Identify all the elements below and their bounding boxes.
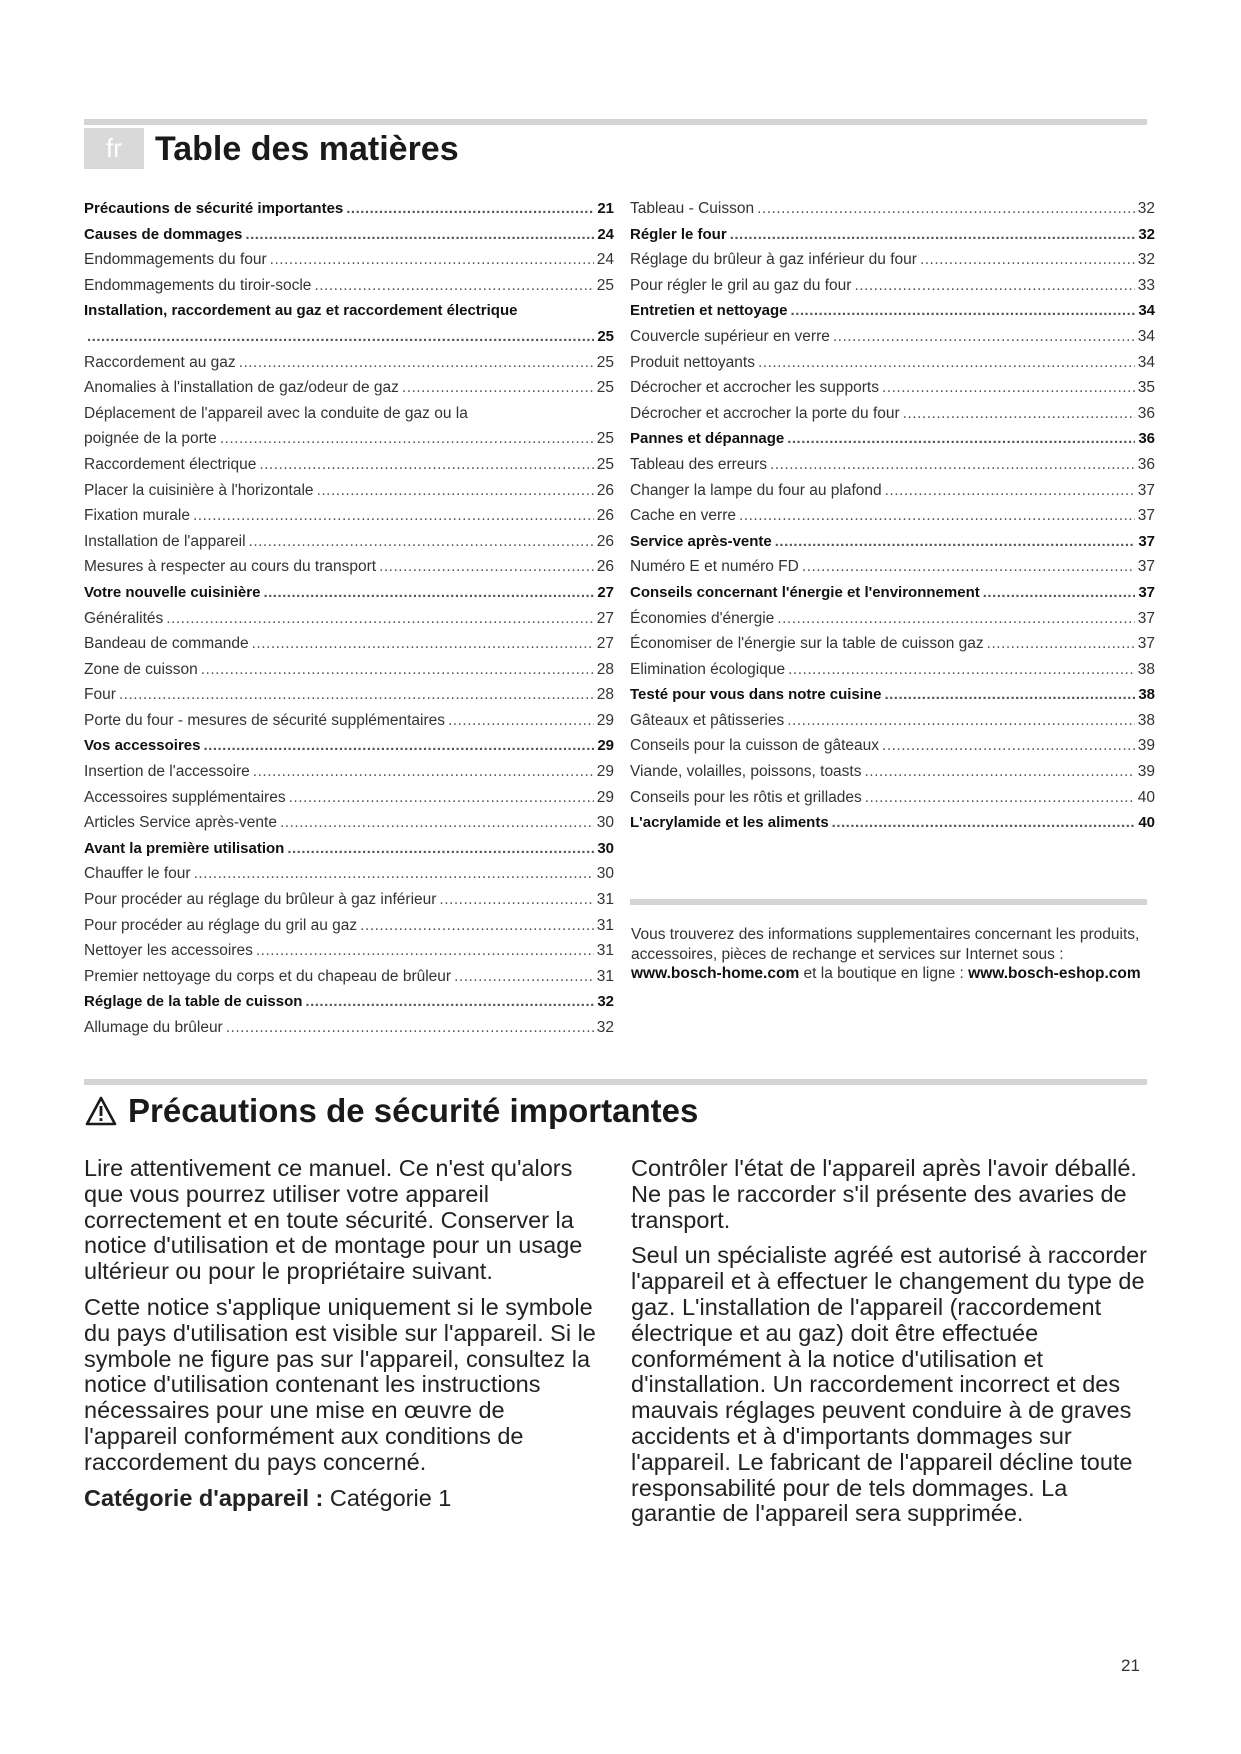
safety-right-column bbox=[631, 1156, 1151, 1537]
bosch-eshop-link[interactable]: www.bosch-eshop.com bbox=[968, 965, 1141, 982]
toc-dot-leader bbox=[777, 606, 1134, 632]
toc-entry-title: Couvercle supérieur en verre bbox=[630, 327, 830, 345]
toc-entry[interactable] bbox=[630, 298, 1155, 324]
toc-page-number: 31 bbox=[596, 942, 614, 960]
toc-dot-leader bbox=[314, 273, 593, 299]
toc-entry[interactable] bbox=[630, 759, 1155, 785]
toc-entry[interactable] bbox=[630, 810, 1155, 836]
toc-entry-title: Déplacement de l'appareil avec la conduite de gaz ou la bbox=[84, 404, 468, 422]
toc-dot-leader bbox=[920, 247, 1135, 273]
category-label: Catégorie d'appareil : bbox=[84, 1484, 324, 1511]
toc-entry[interactable] bbox=[630, 222, 1155, 248]
toc-page-number: 34 bbox=[1137, 353, 1155, 371]
toc-entry[interactable] bbox=[84, 222, 614, 248]
toc-dot-leader bbox=[787, 708, 1135, 734]
toc-dot-leader bbox=[226, 1015, 594, 1041]
toc-entry[interactable] bbox=[84, 836, 614, 862]
toc-entry-title: Généralités bbox=[84, 609, 164, 627]
toc-page-number: 31 bbox=[596, 967, 614, 985]
toc-entry-title: Conseils concernant l'énergie et l'environnement bbox=[630, 583, 980, 601]
toc-dot-leader bbox=[249, 529, 594, 555]
toc-dot-leader bbox=[259, 452, 593, 478]
toc-entry[interactable] bbox=[630, 273, 1155, 299]
toc-page-number: 34 bbox=[1138, 302, 1155, 320]
toc-entry-title: Anomalies à l'installation de gaz/odeur de gaz bbox=[84, 379, 399, 397]
safety-title-text: Précautions de sécurité importantes bbox=[128, 1092, 699, 1129]
toc-entry-title: Pour régler le gril au gaz du four bbox=[630, 276, 852, 294]
toc-entry[interactable] bbox=[84, 401, 614, 452]
toc-entry-title: Elimination écologique bbox=[630, 660, 786, 678]
toc-dot-leader bbox=[788, 657, 1135, 683]
toc-entry[interactable] bbox=[630, 682, 1155, 708]
info-rule bbox=[630, 899, 1147, 905]
toc-page-number: 30 bbox=[596, 814, 614, 832]
toc-entry[interactable] bbox=[630, 529, 1155, 555]
toc-entry-title: Causes de dommages bbox=[84, 225, 243, 243]
toc-dot-leader bbox=[220, 426, 594, 452]
toc-dot-leader bbox=[379, 554, 594, 580]
toc-entry-title: Réglage du brûleur à gaz inférieur du four bbox=[630, 251, 917, 269]
toc-dot-leader bbox=[245, 222, 594, 248]
toc-page-number: 27 bbox=[596, 609, 614, 627]
toc-dot-leader bbox=[882, 375, 1135, 401]
toc-dot-leader bbox=[833, 324, 1135, 350]
toc-entry-title: L'acrylamide et les aliments bbox=[630, 814, 829, 832]
toc-entry-title: Entretien et nettoyage bbox=[630, 302, 788, 320]
toc-page-number: 38 bbox=[1138, 686, 1155, 704]
toc-entry-title: Pour procéder au réglage du gril au gaz bbox=[84, 916, 358, 934]
toc-page-number: 26 bbox=[596, 507, 614, 525]
safety-section-title bbox=[84, 1086, 698, 1136]
toc-page-number: 32 bbox=[597, 993, 614, 1011]
toc-entry[interactable] bbox=[84, 913, 614, 939]
toc-dot-leader bbox=[854, 273, 1134, 299]
toc-dot-leader bbox=[239, 350, 594, 376]
toc-entry[interactable] bbox=[84, 733, 614, 759]
toc-page-number: 25 bbox=[596, 455, 614, 473]
toc-page-number: 24 bbox=[596, 251, 614, 269]
toc-entry-title: Vos accessoires bbox=[84, 737, 201, 755]
toc-page-number: 30 bbox=[596, 865, 614, 883]
toc-entry-title: Accessoires supplémentaires bbox=[84, 788, 286, 806]
toc-entry-title: Cache en verre bbox=[630, 507, 736, 525]
toc-entry-title: Changer la lampe du four au plafond bbox=[630, 481, 882, 499]
toc-entry-title: Testé pour vous dans notre cuisine bbox=[630, 686, 882, 704]
toc-entry-title: Conseils pour les rôtis et grillades bbox=[630, 788, 862, 806]
toc-entry-title: Articles Service après-vente bbox=[84, 814, 277, 832]
toc-dot-leader bbox=[903, 401, 1135, 427]
toc-entry[interactable] bbox=[84, 631, 614, 657]
toc-page-number: 31 bbox=[596, 891, 614, 909]
toc-dot-leader bbox=[832, 810, 1136, 836]
toc-entry[interactable] bbox=[630, 554, 1155, 580]
toc-entry[interactable] bbox=[84, 580, 614, 606]
toc-page-number: 37 bbox=[1137, 635, 1155, 653]
toc-entry[interactable] bbox=[84, 247, 614, 273]
toc-dot-leader bbox=[194, 861, 594, 887]
toc-dot-leader bbox=[119, 682, 594, 708]
toc-entry[interactable] bbox=[630, 708, 1155, 734]
online-info-note bbox=[631, 925, 1146, 984]
toc-entry-title: Placer la cuisinière à l'horizontale bbox=[84, 481, 314, 499]
bosch-home-link[interactable]: www.bosch-home.com bbox=[631, 965, 800, 982]
toc-dot-leader bbox=[203, 733, 594, 759]
warning-triangle-icon bbox=[84, 1095, 118, 1127]
toc-entry-title: Pannes et dépannage bbox=[630, 430, 785, 448]
toc-entry[interactable] bbox=[84, 452, 614, 478]
safety-paragraph: Cette notice s'applique uniquement si le symbole du pays d'utilisation est visible sur l'appareil. Si le symbole ne figure pas sur l'appareil, consultez la notice d'utilisation contenant les instructions nécessaires pour une mise en œuvre de l'appareil conformément aux conditions de raccordement du pays concerné. bbox=[84, 1293, 596, 1475]
toc-page-number: 37 bbox=[1138, 532, 1155, 550]
toc-entry-title: Four bbox=[84, 686, 116, 704]
toc-entry-title: Numéro E et numéro FD bbox=[630, 558, 799, 576]
toc-page-number: 34 bbox=[1137, 327, 1155, 345]
toc-entry[interactable] bbox=[84, 529, 614, 555]
toc-dot-leader bbox=[770, 452, 1135, 478]
toc-page-number: 28 bbox=[596, 686, 614, 704]
toc-entry[interactable] bbox=[84, 708, 614, 734]
toc-entry-title: Conseils pour la cuisson de gâteaux bbox=[630, 737, 880, 755]
toc-entry-title: Votre nouvelle cuisinière bbox=[84, 583, 261, 601]
toc-page-number: 25 bbox=[596, 430, 614, 448]
toc-entry[interactable] bbox=[630, 478, 1155, 504]
toc-entry-title: Endommagements du four bbox=[84, 251, 267, 269]
toc-dot-leader bbox=[865, 759, 1135, 785]
toc-entry[interactable] bbox=[84, 682, 614, 708]
toc-entry[interactable] bbox=[84, 196, 614, 222]
toc-dot-leader bbox=[287, 836, 594, 862]
safety-left-column bbox=[84, 1156, 604, 1521]
toc-entry[interactable] bbox=[630, 375, 1155, 401]
appliance-category bbox=[84, 1486, 604, 1512]
toc-dot-leader bbox=[87, 324, 594, 350]
toc-entry-title: Viande, volailles, poissons, toasts bbox=[630, 763, 862, 781]
toc-dot-leader bbox=[346, 196, 594, 222]
toc-page-number: 29 bbox=[596, 763, 614, 781]
toc-entry-title: Économies d'énergie bbox=[630, 609, 775, 627]
toc-entry[interactable] bbox=[630, 657, 1155, 683]
toc-page-number: 27 bbox=[597, 583, 614, 601]
toc-entry-title: Premier nettoyage du corps et du chapeau de brûleur bbox=[84, 967, 452, 985]
toc-entry[interactable] bbox=[630, 580, 1155, 606]
toc-dot-leader bbox=[987, 631, 1135, 657]
toc-dot-leader bbox=[402, 375, 594, 401]
toc-right-column bbox=[630, 196, 1155, 836]
safety-header-rule bbox=[84, 1079, 1147, 1085]
toc-page-number: 27 bbox=[596, 635, 614, 653]
toc-page-number: 26 bbox=[596, 481, 614, 499]
toc-page-number: 37 bbox=[1137, 481, 1155, 499]
toc-entry[interactable] bbox=[84, 759, 614, 785]
toc-entry-title: Raccordement électrique bbox=[84, 455, 257, 473]
language-badge: fr bbox=[84, 128, 144, 169]
toc-entry-title: Gâteaux et pâtisseries bbox=[630, 711, 785, 729]
toc-page-number: 25 bbox=[596, 379, 614, 397]
toc-entry-title: Réglage de la table de cuisson bbox=[84, 993, 303, 1011]
toc-entry-title: Endommagements du tiroir-socle bbox=[84, 276, 312, 294]
toc-dot-leader bbox=[201, 657, 594, 683]
toc-entry[interactable] bbox=[630, 733, 1155, 759]
toc-dot-leader bbox=[317, 478, 594, 504]
toc-entry[interactable] bbox=[84, 503, 614, 529]
toc-entry-title: Zone de cuisson bbox=[84, 660, 198, 678]
toc-entry[interactable] bbox=[630, 785, 1155, 811]
toc-entry[interactable] bbox=[630, 247, 1155, 273]
toc-dot-leader bbox=[253, 759, 594, 785]
toc-dot-leader bbox=[448, 708, 594, 734]
toc-dot-leader bbox=[166, 606, 593, 632]
toc-entry[interactable] bbox=[84, 273, 614, 299]
toc-page-number: 37 bbox=[1137, 609, 1155, 627]
toc-page-number: 30 bbox=[597, 839, 614, 857]
toc-dot-leader bbox=[256, 938, 594, 964]
toc-entry-title: Raccordement au gaz bbox=[84, 353, 236, 371]
toc-entry[interactable] bbox=[630, 401, 1155, 427]
toc-entry-title: Porte du four - mesures de sécurité supplémentaires bbox=[84, 711, 445, 729]
toc-entry[interactable] bbox=[630, 606, 1155, 632]
toc-entry[interactable] bbox=[630, 350, 1155, 376]
toc-page-number: 32 bbox=[1137, 251, 1155, 269]
toc-entry-title-cont: poignée de la porte bbox=[84, 430, 217, 448]
toc-page-number: 25 bbox=[596, 276, 614, 294]
toc-entry-title: Mesures à respecter au cours du transport bbox=[84, 558, 377, 576]
toc-page-number: 39 bbox=[1137, 763, 1155, 781]
toc-dot-leader bbox=[252, 631, 594, 657]
toc-entry[interactable] bbox=[84, 1015, 614, 1041]
toc-entry[interactable] bbox=[630, 452, 1155, 478]
toc-page-number: 39 bbox=[1137, 737, 1155, 755]
toc-page-number: 36 bbox=[1138, 430, 1155, 448]
toc-dot-leader bbox=[289, 785, 594, 811]
toc-dot-leader bbox=[885, 478, 1135, 504]
toc-entry-title: Tableau des erreurs bbox=[630, 455, 767, 473]
toc-page-number: 24 bbox=[597, 225, 614, 243]
toc-dot-leader bbox=[439, 887, 593, 913]
toc-entry[interactable] bbox=[84, 785, 614, 811]
toc-entry[interactable] bbox=[630, 324, 1155, 350]
toc-page-number: 29 bbox=[597, 737, 614, 755]
toc-entry-title: Installation de l'appareil bbox=[84, 532, 246, 550]
toc-dot-leader bbox=[787, 426, 1135, 452]
toc-dot-leader bbox=[454, 964, 594, 990]
toc-dot-leader bbox=[758, 350, 1135, 376]
toc-entry[interactable] bbox=[84, 554, 614, 580]
toc-entry-title: Fixation murale bbox=[84, 507, 190, 525]
toc-page-number: 35 bbox=[1137, 379, 1155, 397]
toc-entry[interactable] bbox=[630, 503, 1155, 529]
toc-entry[interactable] bbox=[84, 298, 614, 349]
toc-entry[interactable] bbox=[84, 606, 614, 632]
toc-page-number: 29 bbox=[596, 788, 614, 806]
toc-entry-title: Avant la première utilisation bbox=[84, 839, 285, 857]
toc-entry-title: Allumage du brûleur bbox=[84, 1019, 223, 1036]
toc-page-number: 28 bbox=[596, 660, 614, 678]
category-value: Catégorie 1 bbox=[323, 1484, 452, 1511]
toc-dot-leader bbox=[280, 810, 594, 836]
toc-dot-leader bbox=[739, 503, 1135, 529]
toc-entry-title: Installation, raccordement au gaz et raccordement électrique bbox=[84, 302, 518, 320]
toc-page-number: 29 bbox=[596, 711, 614, 729]
toc-title: Table des matières bbox=[155, 130, 459, 168]
toc-entry-title: Nettoyer les accessoires bbox=[84, 942, 253, 960]
toc-page-number: 40 bbox=[1138, 814, 1155, 832]
toc-entry[interactable] bbox=[84, 478, 614, 504]
toc-dot-leader bbox=[270, 247, 594, 273]
toc-entry-title: Économiser de l'énergie sur la table de cuisson gaz bbox=[630, 635, 984, 653]
toc-page-number: 33 bbox=[1137, 276, 1155, 294]
safety-paragraph: Contrôler l'état de l'appareil après l'avoir déballé. Ne pas le raccorder s'il présente des avaries de transport. bbox=[631, 1155, 1137, 1233]
toc-entry[interactable] bbox=[630, 631, 1155, 657]
safety-paragraph: Lire attentivement ce manuel. Ce n'est qu'alors que vous pourrez utiliser votre appareil correctement et en toute sécurité. Conserver la notice d'utilisation et de montage pour un usage ultérieur ou pour le propriétaire suivant. bbox=[84, 1155, 583, 1285]
toc-entry[interactable] bbox=[84, 887, 614, 913]
toc-dot-leader bbox=[193, 503, 594, 529]
toc-page-number: 37 bbox=[1137, 558, 1155, 576]
toc-page-number: 36 bbox=[1137, 455, 1155, 473]
toc-page-number: 31 bbox=[596, 916, 614, 934]
toc-entry[interactable] bbox=[84, 810, 614, 836]
toc-page-number: 38 bbox=[1137, 711, 1155, 729]
toc-entry-title: Pour procéder au réglage du brûleur à gaz inférieur bbox=[84, 891, 437, 909]
toc-page-number: 32 bbox=[1138, 225, 1155, 243]
toc-entry[interactable] bbox=[84, 375, 614, 401]
toc-entry[interactable] bbox=[84, 657, 614, 683]
toc-dot-leader bbox=[757, 196, 1135, 222]
toc-dot-leader bbox=[884, 682, 1135, 708]
toc-page-number: 38 bbox=[1137, 660, 1155, 678]
toc-dot-leader bbox=[360, 913, 594, 939]
toc-page-number: 36 bbox=[1137, 404, 1155, 422]
toc-page-number: 25 bbox=[597, 327, 614, 345]
toc-entry-title: Produit nettoyants bbox=[630, 353, 755, 371]
toc-entry-title: Chauffer le four bbox=[84, 865, 191, 883]
toc-page-number: 26 bbox=[596, 532, 614, 550]
safety-paragraph: Seul un spécialiste agréé est autorisé à raccorder l'appareil et à effectuer le changement du type de gaz. L'installation de l'appareil (raccordement électrique et au gaz) doit être effectuée conformément à la notice d'utilisation et d'installation. Un raccordement incorrect et des mauvais réglages peuvent conduire à de graves accidents et à d'importants dommages sur l'appareil. Le fabricant de l'appareil décline toute responsabilité pour de tels dommages. La garantie de l'appareil sera supprimée. bbox=[631, 1242, 1147, 1527]
toc-entry[interactable] bbox=[630, 196, 1155, 222]
toc-dot-leader bbox=[983, 580, 1136, 606]
toc-dot-leader bbox=[775, 529, 1136, 555]
toc-entry[interactable] bbox=[84, 989, 614, 1015]
toc-dot-leader bbox=[730, 222, 1136, 248]
info-text-before: Vous trouverez des informations supplementaires concernant les produits, accessoires, pièces de rechange et services sur Internet sous : bbox=[631, 926, 1140, 963]
toc-dot-leader bbox=[263, 580, 594, 606]
toc-entry-title: Décrocher et accrocher la porte du four bbox=[630, 404, 900, 422]
toc-entry-title: Décrocher et accrocher les supports bbox=[630, 379, 879, 397]
toc-entry-title: Précautions de sécurité importantes bbox=[84, 200, 344, 217]
toc-dot-leader bbox=[791, 298, 1136, 324]
toc-page-number: 21 bbox=[597, 200, 614, 217]
toc-page-number: 37 bbox=[1138, 583, 1155, 601]
toc-page-number: 32 bbox=[596, 1019, 614, 1036]
toc-entry[interactable] bbox=[84, 938, 614, 964]
page-number: 21 bbox=[1121, 1656, 1140, 1675]
toc-entry[interactable] bbox=[630, 426, 1155, 452]
toc-page-number: 26 bbox=[596, 558, 614, 576]
toc-dot-leader bbox=[882, 733, 1135, 759]
info-text-middle: et la boutique en ligne : bbox=[799, 965, 969, 982]
toc-entry-title: Insertion de l'accessoire bbox=[84, 763, 250, 781]
toc-entry-title: Tableau - Cuisson bbox=[630, 200, 755, 217]
toc-entry-title: Service après-vente bbox=[630, 532, 772, 550]
toc-entry[interactable] bbox=[84, 861, 614, 887]
toc-page-number: 32 bbox=[1137, 200, 1155, 217]
toc-page-number: 37 bbox=[1137, 507, 1155, 525]
toc-left-column bbox=[84, 196, 614, 1041]
toc-entry-title: Bandeau de commande bbox=[84, 635, 249, 653]
toc-page-number: 40 bbox=[1137, 788, 1155, 806]
toc-entry-title: Régler le four bbox=[630, 225, 727, 243]
toc-entry[interactable] bbox=[84, 350, 614, 376]
toc-dot-leader bbox=[865, 785, 1135, 811]
toc-dot-leader bbox=[305, 989, 594, 1015]
toc-page-number: 25 bbox=[596, 353, 614, 371]
toc-entry[interactable] bbox=[84, 964, 614, 990]
toc-dot-leader bbox=[802, 554, 1135, 580]
